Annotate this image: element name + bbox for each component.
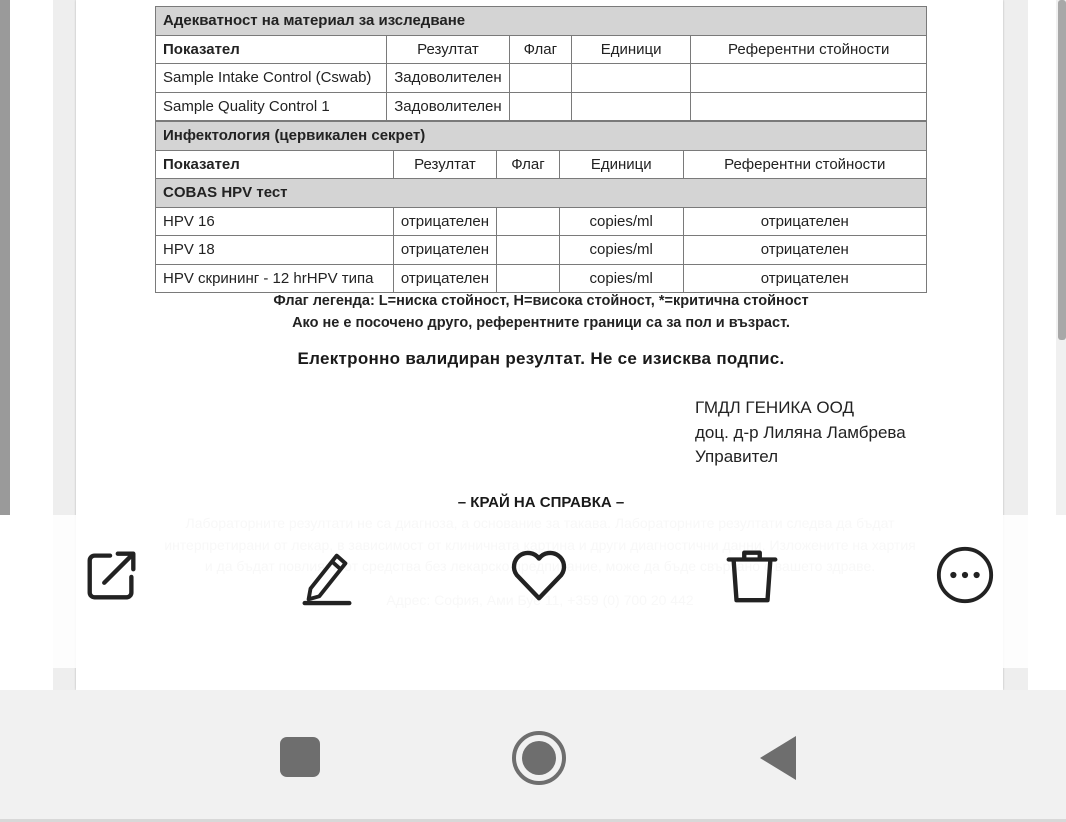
- table-cell: отрицателен: [393, 207, 496, 236]
- header-cell: Резултат: [393, 150, 496, 179]
- table-cell: Sample Intake Control (Cswab): [156, 64, 387, 93]
- section-title: Инфектология (цервикален секрет): [156, 122, 927, 151]
- share-button[interactable]: [80, 543, 144, 607]
- table-cell: [691, 64, 927, 93]
- table-row: [156, 264, 927, 293]
- pencil-icon: [296, 544, 358, 606]
- header-cell: Показател: [156, 150, 394, 179]
- back-triangle-icon: [757, 734, 801, 782]
- header-cell: Единици: [571, 35, 691, 64]
- back-button[interactable]: [757, 734, 801, 782]
- header-cell: Показател: [156, 35, 387, 64]
- flag-legend: Флаг легенда: L=ниска стойност, H=висока стойност, *=критична стойност: [273, 293, 809, 309]
- table-cell: copies/ml: [559, 207, 683, 236]
- heart-icon: [508, 544, 570, 606]
- favorite-button[interactable]: [507, 543, 571, 607]
- trash-icon: [721, 544, 783, 606]
- table-cell: [509, 92, 571, 121]
- table-row: [156, 207, 927, 236]
- recents-button[interactable]: [280, 737, 320, 777]
- signature-person: доц. д-р Лиляна Ламбрева: [695, 423, 906, 442]
- table-cell: отрицателен: [683, 207, 926, 236]
- adequacy-table: [155, 6, 927, 121]
- section-title: Адекватност на материал за изследване: [156, 7, 927, 36]
- table-cell: Задоволителен: [386, 64, 509, 93]
- header-cell: Референтни стойности: [691, 35, 927, 64]
- share-icon: [81, 544, 143, 606]
- signature-role: Управител: [695, 447, 779, 466]
- system-navigation-bar: [0, 690, 1066, 822]
- more-button[interactable]: [933, 543, 997, 607]
- table-cell: HPV 16: [156, 207, 394, 236]
- table-row: [156, 92, 927, 121]
- table-cell: [571, 64, 691, 93]
- table-cell: отрицателен: [393, 236, 496, 265]
- table-row: [156, 236, 927, 265]
- table-cell: HPV 18: [156, 236, 394, 265]
- reference-note: Ако не е посочено друго, референтните граници са за пол и възраст.: [292, 315, 790, 331]
- table-cell: отрицателен: [683, 264, 926, 293]
- table-cell: Задоволителен: [386, 92, 509, 121]
- table-cell: [497, 236, 560, 265]
- signature-org: ГМДЛ ГЕНИКА ООД: [695, 398, 854, 417]
- header-cell: Единици: [559, 150, 683, 179]
- header-cell: Резултат: [386, 35, 509, 64]
- table-cell: [571, 92, 691, 121]
- home-button[interactable]: [511, 730, 567, 786]
- table-cell: [509, 64, 571, 93]
- header-cell: Флаг: [509, 35, 571, 64]
- table-cell: [497, 264, 560, 293]
- table-cell: HPV скрининг - 12 hrHPV типа: [156, 264, 394, 293]
- end-marker: – КРАЙ НА СПРАВКА –: [457, 494, 625, 511]
- table-cell: [497, 207, 560, 236]
- table-header: [156, 35, 927, 64]
- infectology-table: [155, 121, 927, 293]
- home-circle-icon: [511, 730, 567, 786]
- subsection-title: COBAS HPV тест: [156, 179, 927, 208]
- table-row: [156, 64, 927, 93]
- header-cell: Флаг: [497, 150, 560, 179]
- table-cell: copies/ml: [559, 236, 683, 265]
- delete-button[interactable]: [720, 543, 784, 607]
- table-cell: отрицателен: [393, 264, 496, 293]
- table-cell: copies/ml: [559, 264, 683, 293]
- table-cell: Sample Quality Control 1: [156, 92, 387, 121]
- scrollbar-track[interactable]: [1056, 0, 1066, 515]
- more-icon: [934, 544, 996, 606]
- scrollbar-thumb[interactable]: [1058, 0, 1066, 340]
- left-edge: [0, 0, 10, 515]
- table-cell: [691, 92, 927, 121]
- edit-button[interactable]: [295, 543, 359, 607]
- header-cell: Референтни стойности: [683, 150, 926, 179]
- validation-note: Електронно валидиран резултат. Не се изисква подпис.: [297, 349, 785, 368]
- table-header: [156, 150, 927, 179]
- table-cell: отрицателен: [683, 236, 926, 265]
